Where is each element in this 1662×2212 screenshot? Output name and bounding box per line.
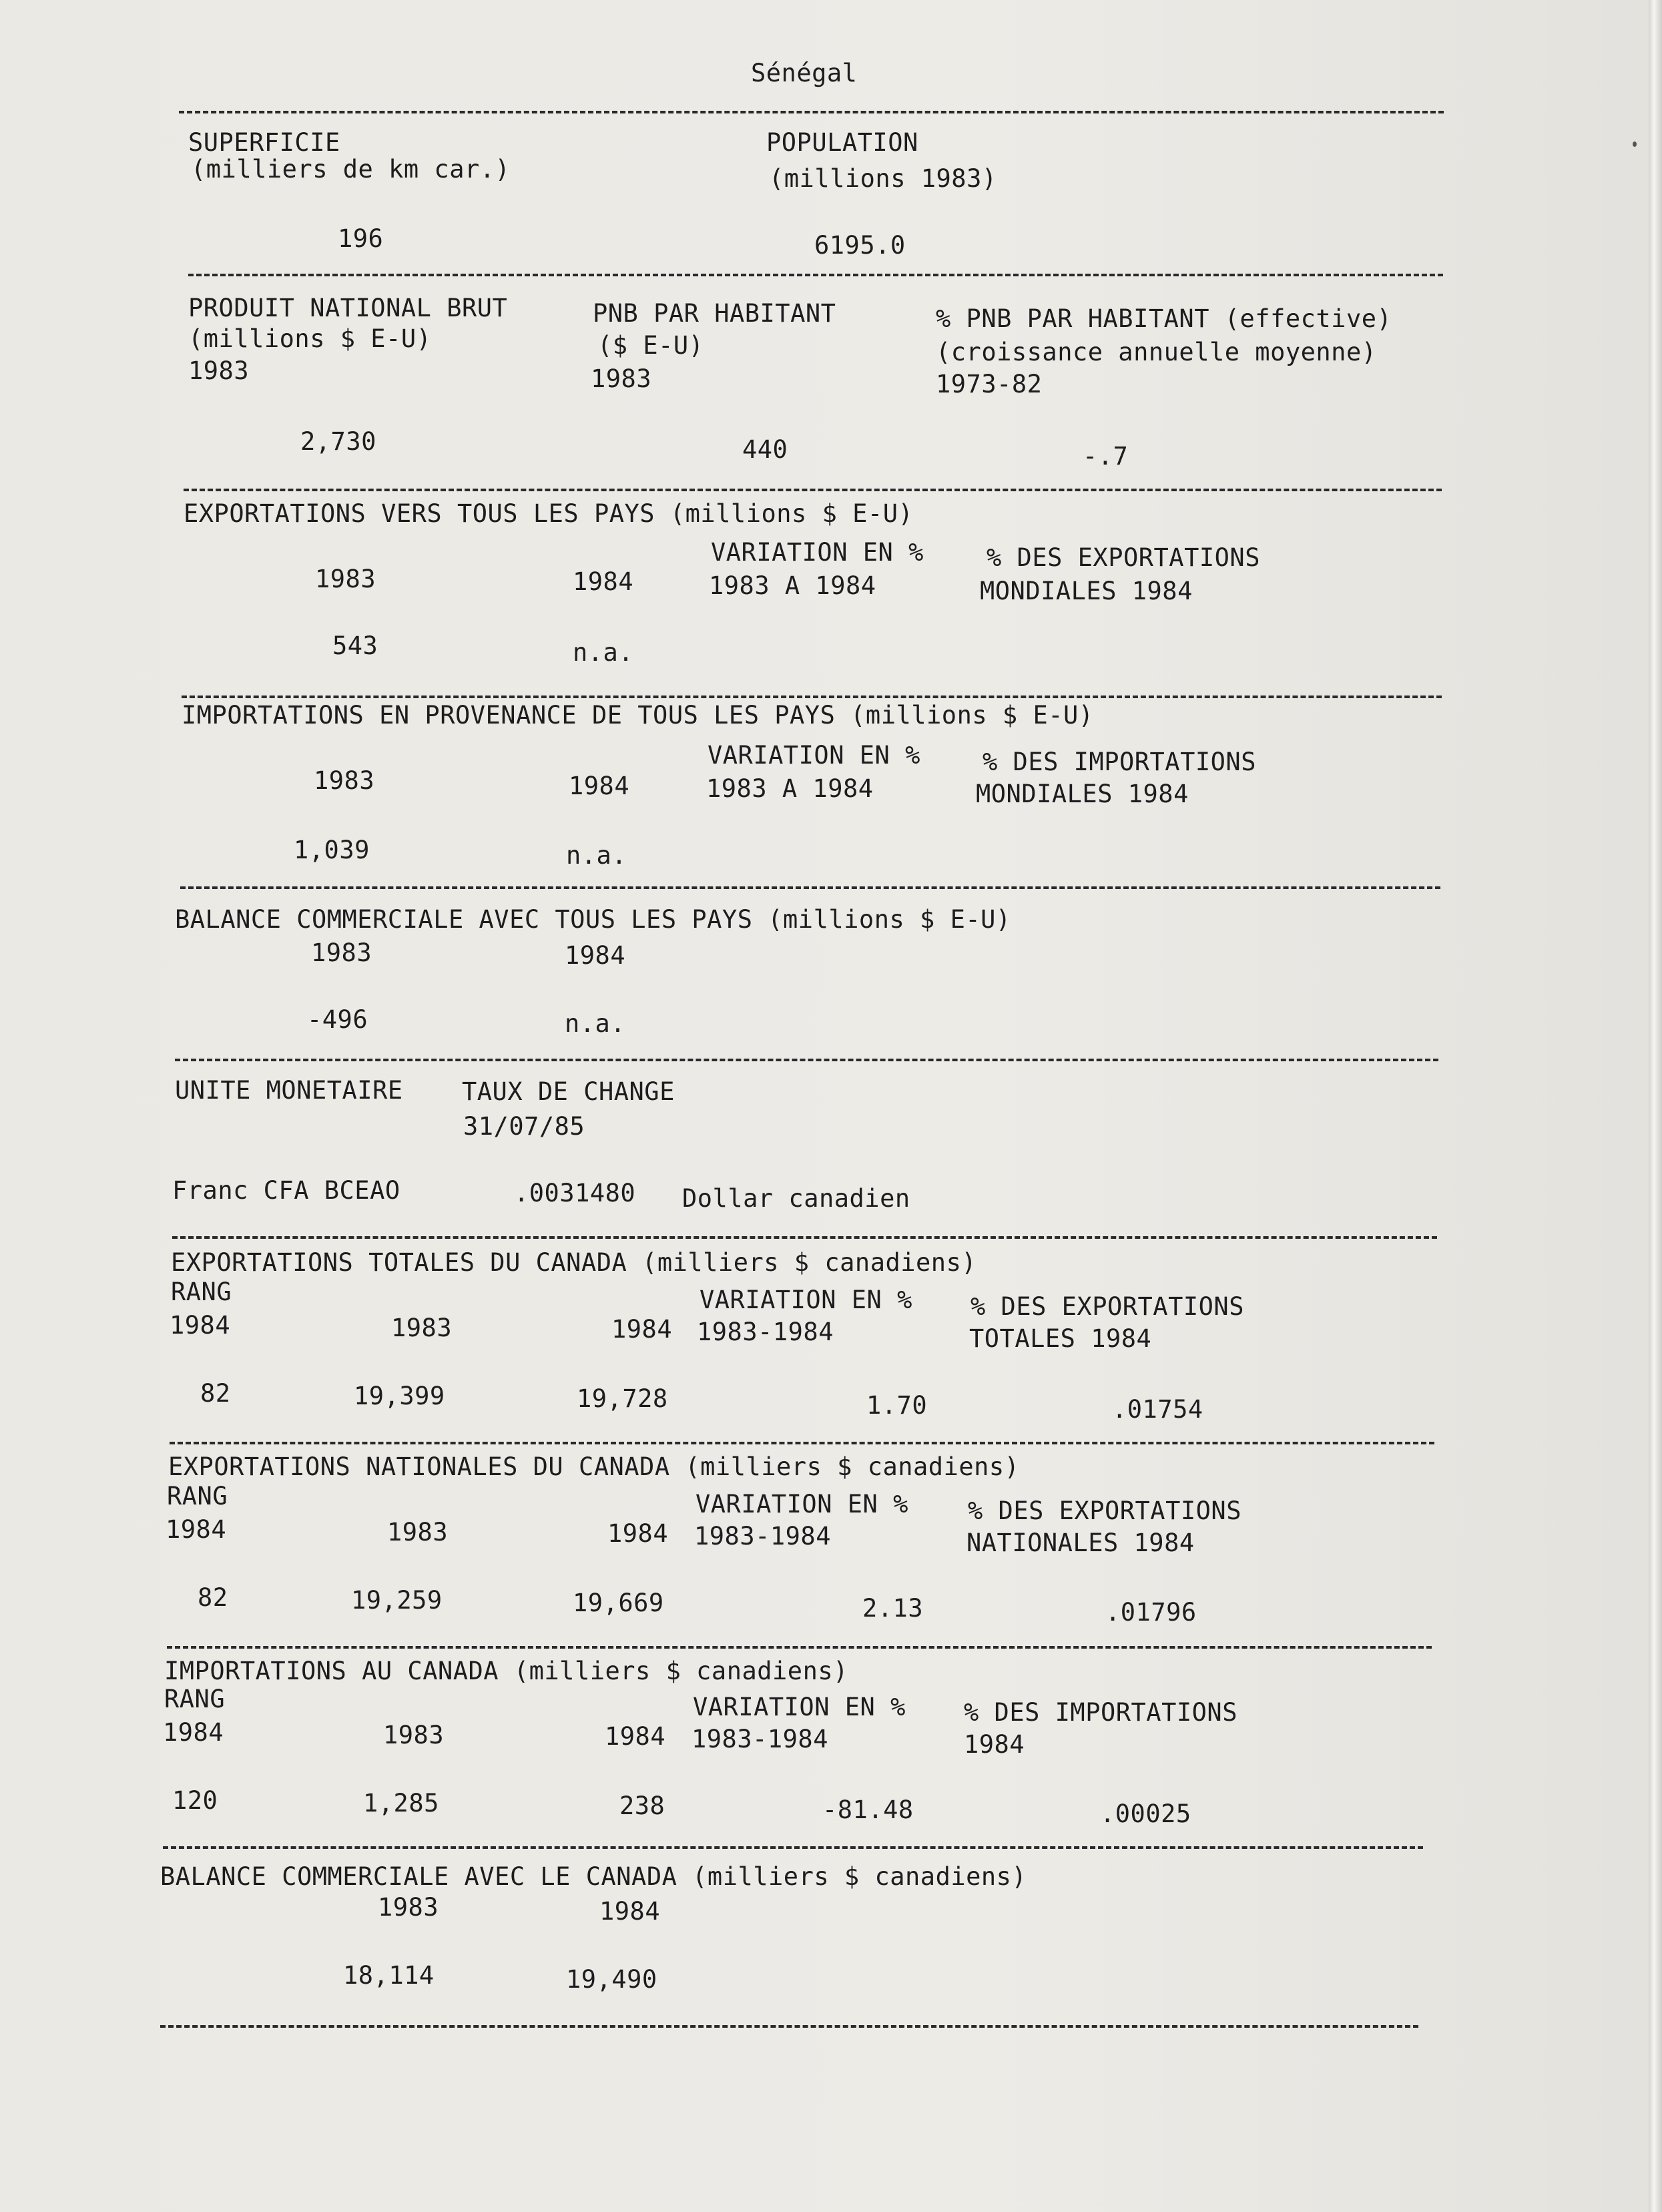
divider xyxy=(167,1646,1432,1649)
page-edge xyxy=(1649,0,1662,2212)
canada-national-exports-v-var: 2.13 xyxy=(862,1594,924,1623)
currency-name: Franc CFA BCEAO xyxy=(172,1176,400,1205)
pnbh-sub: ($ E-U) xyxy=(597,331,704,360)
canada-national-exports-v1: 19,259 xyxy=(351,1586,443,1615)
canada-total-exports-title: EXPORTATIONS TOTALES DU CANADA (milliers $ canadiens) xyxy=(171,1248,977,1277)
divider xyxy=(182,696,1442,698)
exchange-rate-value: .0031480 xyxy=(514,1179,636,1207)
canada-imports-pct-l2: 1984 xyxy=(964,1730,1025,1759)
canada-total-exports-rang-year: 1984 xyxy=(170,1311,231,1340)
canada-balance-v2: 19,490 xyxy=(566,1965,657,1994)
superficie-label: SUPERFICIE xyxy=(188,128,340,157)
canada-balance-y2: 1984 xyxy=(599,1897,661,1926)
canada-national-exports-y1: 1983 xyxy=(387,1518,449,1547)
canada-total-exports-var-l2: 1983-1984 xyxy=(697,1318,834,1346)
imports-world-y1: 1983 xyxy=(314,766,375,795)
pnb-year: 1983 xyxy=(188,356,250,385)
divider xyxy=(179,111,1444,113)
divider xyxy=(184,489,1442,491)
imports-world-pct-l1: % DES IMPORTATIONS xyxy=(983,748,1256,776)
exports-world-pct-l2: MONDIALES 1984 xyxy=(980,577,1193,605)
imports-world-var-l2: 1983 A 1984 xyxy=(706,774,874,803)
exchange-rate-label: TAUX DE CHANGE xyxy=(462,1077,675,1106)
canada-imports-rang: RANG xyxy=(164,1685,226,1713)
pnb-pct-years: 1973-82 xyxy=(936,370,1043,398)
canada-national-exports-rang-year: 1984 xyxy=(166,1515,227,1544)
canada-total-exports-var-l1: VARIATION EN % xyxy=(700,1286,912,1314)
divider xyxy=(170,1442,1434,1444)
canada-imports-y1: 1983 xyxy=(383,1721,445,1749)
canada-national-exports-v-rang: 82 xyxy=(198,1583,228,1612)
imports-world-v2: n.a. xyxy=(566,841,627,870)
canada-total-exports-v2: 19,728 xyxy=(577,1384,668,1413)
imports-world-title: IMPORTATIONS EN PROVENANCE DE TOUS LES PAYS (millions $ E-U) xyxy=(182,701,1094,730)
canada-national-exports-pct-l1: % DES EXPORTATIONS xyxy=(968,1496,1241,1525)
pnbh-year: 1983 xyxy=(591,364,652,393)
paper-speck xyxy=(1633,142,1637,147)
pnbh-value: 440 xyxy=(742,435,788,464)
divider xyxy=(172,1236,1437,1239)
canada-total-exports-pct-l2: TOTALES 1984 xyxy=(969,1324,1152,1353)
page-title: Sénégal xyxy=(751,59,858,87)
canada-national-exports-y2: 1984 xyxy=(607,1519,669,1548)
exports-world-y2: 1984 xyxy=(573,567,634,596)
exports-world-v2: n.a. xyxy=(573,638,634,667)
balance-world-v1: -496 xyxy=(307,1005,368,1034)
divider xyxy=(163,1846,1423,1849)
exports-world-y1: 1983 xyxy=(315,565,376,593)
canada-total-exports-v1: 19,399 xyxy=(354,1382,445,1410)
balance-world-y1: 1983 xyxy=(311,938,372,967)
balance-world-y2: 1984 xyxy=(565,941,626,970)
pnb-pct-sub: (croissance annuelle moyenne) xyxy=(936,338,1377,366)
canada-balance-v1: 18,114 xyxy=(343,1961,435,1990)
population-sub: (millions 1983) xyxy=(769,164,997,193)
canada-total-exports-y2: 1984 xyxy=(611,1315,673,1344)
canada-national-exports-rang: RANG xyxy=(167,1482,228,1510)
canada-national-exports-v-pct: .01796 xyxy=(1105,1598,1197,1627)
canada-total-exports-pct-l1: % DES EXPORTATIONS xyxy=(971,1292,1244,1321)
superficie-sub: (milliers de km car.) xyxy=(191,155,511,184)
canada-imports-title: IMPORTATIONS AU CANADA (milliers $ canadiens) xyxy=(164,1657,848,1685)
pnb-label: PRODUIT NATIONAL BRUT xyxy=(188,294,508,322)
pnb-sub: (millions $ E-U) xyxy=(188,324,432,353)
canada-national-exports-title: EXPORTATIONS NATIONALES DU CANADA (milliers $ canadiens) xyxy=(168,1452,1020,1481)
canada-national-exports-var-l2: 1983-1984 xyxy=(694,1522,831,1551)
canada-imports-y2: 1984 xyxy=(605,1722,666,1751)
canada-imports-v-rang: 120 xyxy=(172,1786,218,1815)
exports-world-var-l1: VARIATION EN % xyxy=(711,538,924,567)
canada-total-exports-y1: 1983 xyxy=(391,1314,453,1342)
currency-label: UNITE MONETAIRE xyxy=(175,1076,403,1105)
exports-world-v1: 543 xyxy=(332,631,378,660)
pnb-pct-label: % PNB PAR HABITANT (effective) xyxy=(936,304,1392,333)
imports-world-v1: 1,039 xyxy=(294,836,370,864)
divider xyxy=(180,886,1440,889)
canada-national-exports-v2: 19,669 xyxy=(573,1589,664,1617)
pnbh-label: PNB PAR HABITANT xyxy=(593,299,836,328)
canada-total-exports-v-var: 1.70 xyxy=(866,1391,928,1420)
exports-world-pct-l1: % DES EXPORTATIONS xyxy=(987,543,1260,572)
canada-balance-y1: 1983 xyxy=(378,1893,439,1922)
exchange-rate-unit: Dollar canadien xyxy=(682,1184,910,1213)
canada-imports-var-l1: VARIATION EN % xyxy=(693,1693,906,1721)
canada-imports-var-l2: 1983-1984 xyxy=(691,1725,828,1753)
canada-balance-title: BALANCE COMMERCIALE AVEC LE CANADA (milliers $ canadiens) xyxy=(160,1862,1027,1891)
imports-world-pct-l2: MONDIALES 1984 xyxy=(976,780,1189,808)
exports-world-var-l2: 1983 A 1984 xyxy=(709,571,876,600)
exchange-rate-date: 31/07/85 xyxy=(463,1112,585,1141)
canada-imports-v-pct: .00025 xyxy=(1100,1800,1191,1828)
canada-total-exports-v-rang: 82 xyxy=(200,1379,231,1408)
divider xyxy=(188,274,1443,276)
balance-world-v2: n.a. xyxy=(565,1009,626,1038)
canada-national-exports-pct-l2: NATIONALES 1984 xyxy=(966,1529,1195,1557)
population-label: POPULATION xyxy=(766,128,918,157)
divider xyxy=(160,2025,1418,2028)
imports-world-var-l1: VARIATION EN % xyxy=(708,741,920,770)
divider xyxy=(175,1059,1438,1061)
population-value: 6195.0 xyxy=(814,231,906,260)
imports-world-y2: 1984 xyxy=(569,772,630,800)
canada-imports-rang-year: 1984 xyxy=(163,1718,224,1747)
canada-total-exports-v-pct: .01754 xyxy=(1112,1395,1203,1424)
superficie-value: 196 xyxy=(338,224,384,253)
balance-world-title: BALANCE COMMERCIALE AVEC TOUS LES PAYS (millions $ E-U) xyxy=(175,905,1011,934)
canada-total-exports-rang: RANG xyxy=(171,1278,232,1306)
pnb-pct-value: -.7 xyxy=(1083,442,1129,471)
canada-national-exports-var-l1: VARIATION EN % xyxy=(696,1490,908,1518)
canada-imports-v1: 1,285 xyxy=(363,1789,439,1818)
canada-imports-v2: 238 xyxy=(619,1791,665,1820)
canada-imports-pct-l1: % DES IMPORTATIONS xyxy=(964,1698,1237,1727)
exports-world-title: EXPORTATIONS VERS TOUS LES PAYS (millions $ E-U) xyxy=(184,499,914,528)
pnb-value: 2,730 xyxy=(300,427,376,456)
canada-imports-v-var: -81.48 xyxy=(822,1795,914,1824)
